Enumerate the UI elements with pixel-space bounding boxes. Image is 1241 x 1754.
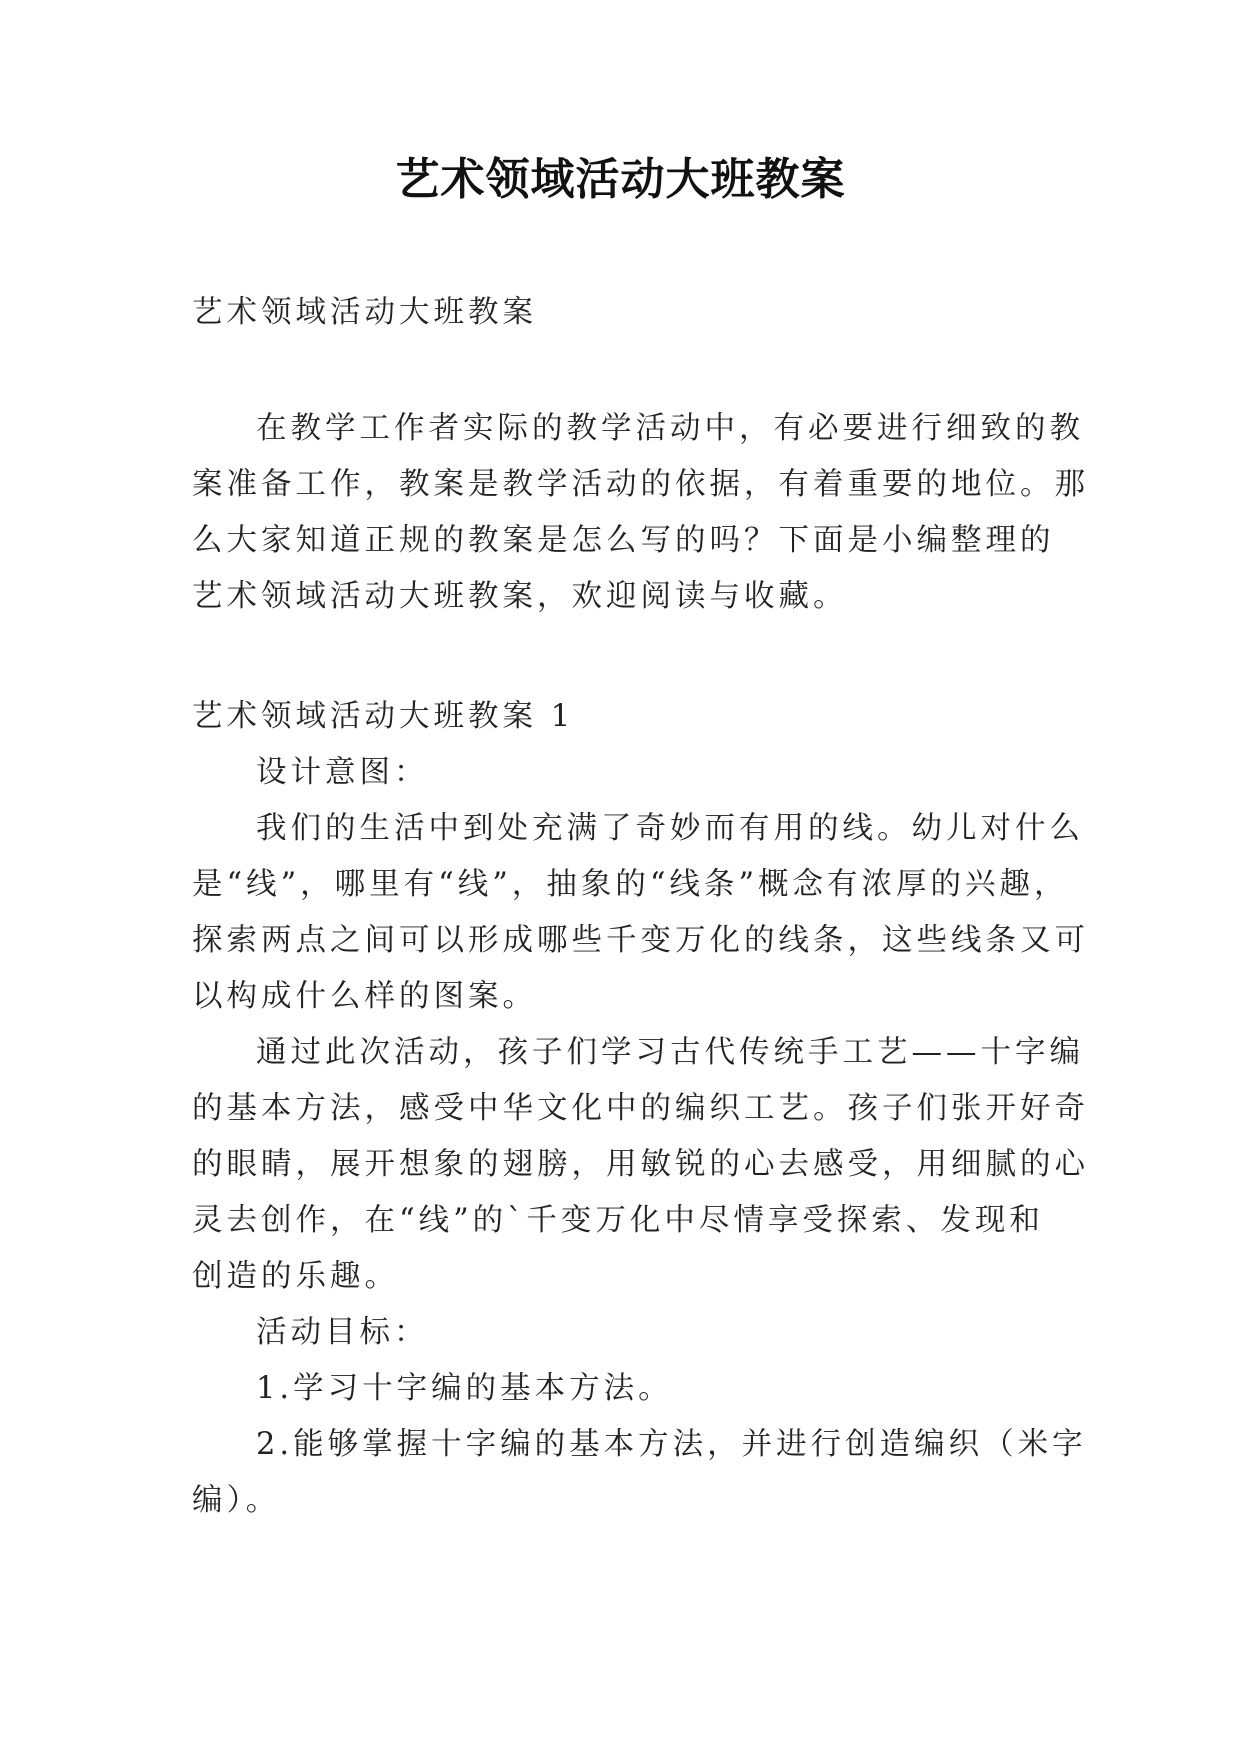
design-paragraph-2 xyxy=(192,1025,1089,1305)
paragraph-line: 创造的乐趣。 xyxy=(192,1259,399,1294)
intro-line: 在教学工作者实际的教学活动中，有必要进行细致的教 xyxy=(256,411,1084,446)
paragraph-line: 我们的生活中到处充满了奇妙而有用的线。幼儿对什么 xyxy=(256,811,1084,846)
goal-line: 2.能够掌握十字编的基本方法，并进行创造编织（米字 xyxy=(256,1427,1087,1462)
goal-line: 编）。 xyxy=(192,1483,281,1518)
activity-goals-heading: 活动目标： xyxy=(256,1315,429,1350)
document-body xyxy=(192,285,1089,1529)
goal-item-1: 1.学习十字编的基本方法。 xyxy=(256,1371,673,1406)
paragraph-line: 通过此次活动，孩子们学习古代传统手工艺——十字编 xyxy=(256,1035,1084,1070)
paragraph-line: 的基本方法，感受中华文化中的编织工艺。孩子们张开好奇 xyxy=(192,1091,1089,1126)
design-paragraph-1 xyxy=(192,801,1089,1025)
paragraph-line: 是“线”，哪里有“线”，抽象的“线条”概念有浓厚的兴趣， xyxy=(192,867,1069,902)
intro-line: 案准备工作，教案是教学活动的依据，有着重要的地位。那 xyxy=(192,467,1089,502)
document-subtitle: 艺术领域活动大班教案 xyxy=(192,295,537,330)
design-intent-heading: 设计意图： xyxy=(256,755,429,790)
paragraph-line: 的眼睛，展开想象的翅膀，用敏锐的心去感受，用细腻的心 xyxy=(192,1147,1089,1182)
paragraph-line: 以构成什么样的图案。 xyxy=(192,979,537,1014)
intro-line: 么大家知道正规的教案是怎么写的吗？下面是小编整理的 xyxy=(192,523,1055,558)
intro-line: 艺术领域活动大班教案，欢迎阅读与收藏。 xyxy=(192,579,848,614)
paragraph-line: 灵去创作，在“线”的`千变万化中尽情享受探索、发现和 xyxy=(192,1203,1044,1238)
paragraph-line: 探索两点之间可以形成哪些千变万化的线条，这些线条又可 xyxy=(192,923,1089,958)
intro-paragraph xyxy=(192,401,1089,625)
goal-item-2 xyxy=(192,1417,1087,1529)
section-title: 艺术领域活动大班教案 1 xyxy=(192,699,575,734)
document-title: 艺术领域活动大班教案 xyxy=(395,154,846,205)
